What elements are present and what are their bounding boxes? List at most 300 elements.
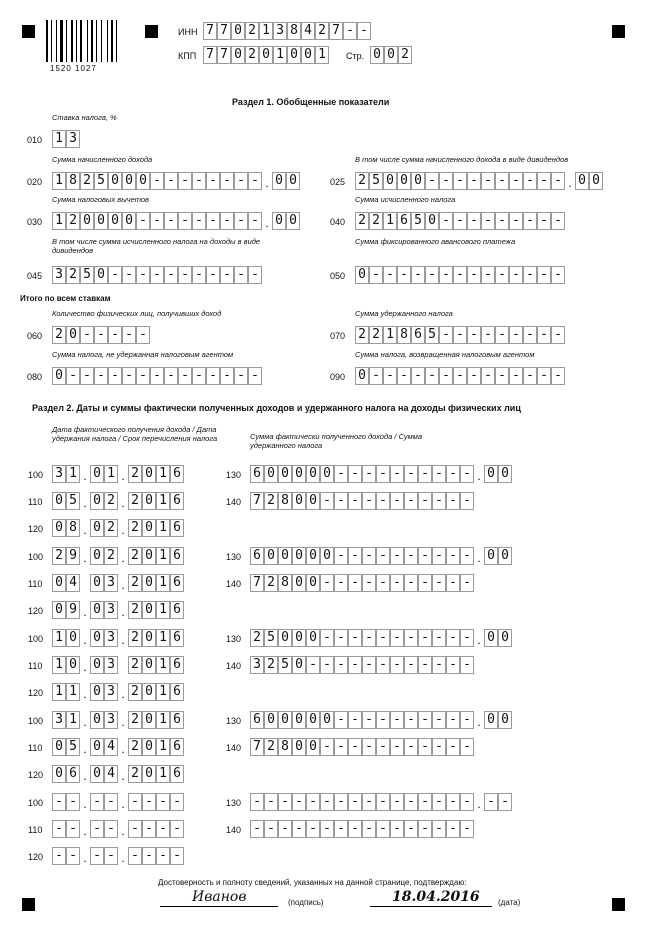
- char-box: -: [509, 212, 523, 230]
- date-separator: .: [121, 715, 125, 729]
- char-box: -: [537, 326, 551, 344]
- char-box: 0: [498, 465, 512, 483]
- date-separator: .: [83, 797, 87, 811]
- page-number-field[interactable]: [370, 46, 412, 64]
- char-box: 0: [90, 683, 104, 701]
- char-box: 0: [52, 574, 66, 592]
- char-box: -: [460, 656, 474, 674]
- corner-marker: [612, 25, 625, 38]
- char-box: -: [362, 711, 376, 729]
- char-box: -: [343, 22, 357, 40]
- char-box: -: [369, 266, 383, 284]
- char-box: 0: [142, 465, 156, 483]
- char-box: -: [66, 847, 80, 865]
- date-field-110[interactable]: [52, 820, 184, 838]
- field-060[interactable]: [52, 326, 150, 344]
- char-box: 1: [52, 683, 66, 701]
- char-box: -: [178, 172, 192, 190]
- char-box: 2: [52, 326, 66, 344]
- char-box: 0: [136, 172, 150, 190]
- field-010[interactable]: [52, 130, 80, 148]
- char-box: 2: [104, 519, 118, 537]
- char-box: -: [206, 367, 220, 385]
- char-box: -: [348, 492, 362, 510]
- char-box: 1: [52, 212, 66, 230]
- field-070[interactable]: [355, 326, 565, 344]
- char-box: 0: [498, 629, 512, 647]
- char-box: -: [509, 266, 523, 284]
- withheld-tax-field-140[interactable]: [250, 820, 474, 838]
- income-amount-field-130[interactable]: [250, 629, 512, 647]
- barcode-bar: [60, 20, 63, 62]
- date-field-110[interactable]: [52, 656, 184, 674]
- char-box: 1: [259, 22, 273, 40]
- char-box: -: [446, 656, 460, 674]
- char-box: 6: [170, 519, 184, 537]
- char-box: 0: [278, 711, 292, 729]
- corner-marker: [22, 898, 35, 911]
- char-box: -: [234, 172, 248, 190]
- char-box: 0: [66, 629, 80, 647]
- char-box: -: [551, 212, 565, 230]
- char-box: -: [292, 793, 306, 811]
- line-code-100: 100: [28, 552, 44, 562]
- date-field-120[interactable]: [52, 765, 184, 783]
- line-code-010: 010: [27, 135, 43, 145]
- barcode-bar: [80, 20, 82, 62]
- date-field-110[interactable]: [52, 574, 184, 592]
- char-box: 0: [52, 367, 66, 385]
- line-code-120: 120: [28, 524, 44, 534]
- char-box: -: [362, 547, 376, 565]
- char-box: -: [150, 212, 164, 230]
- char-box: -: [425, 266, 439, 284]
- char-box: -: [234, 367, 248, 385]
- char-box: -: [376, 574, 390, 592]
- char-box: -: [432, 574, 446, 592]
- char-box: -: [150, 266, 164, 284]
- char-box: 0: [90, 547, 104, 565]
- line-code-100: 100: [28, 634, 44, 644]
- char-box: 1: [156, 738, 170, 756]
- decimal-point: .: [265, 216, 269, 230]
- char-box: -: [66, 367, 80, 385]
- char-box: 5: [66, 738, 80, 756]
- char-box: 8: [278, 574, 292, 592]
- withheld-tax-field-140[interactable]: [250, 574, 474, 592]
- inn-field[interactable]: [203, 22, 371, 40]
- char-box: -: [128, 820, 142, 838]
- char-box: -: [453, 212, 467, 230]
- char-box: -: [66, 793, 80, 811]
- char-box: -: [453, 172, 467, 190]
- char-box: -: [481, 212, 495, 230]
- char-box: 0: [292, 629, 306, 647]
- char-box: 8: [287, 22, 301, 40]
- char-box: 1: [66, 711, 80, 729]
- signing-date[interactable]: 18.04.2016: [392, 889, 480, 905]
- char-box: -: [432, 629, 446, 647]
- char-box: -: [348, 738, 362, 756]
- char-box: 1: [156, 465, 170, 483]
- income-amount-field-130[interactable]: [250, 465, 512, 483]
- char-box: 7: [250, 574, 264, 592]
- field-020[interactable]: [52, 172, 300, 190]
- char-box: 0: [52, 738, 66, 756]
- char-box: 5: [66, 492, 80, 510]
- date-separator: [118, 656, 128, 674]
- char-box: 6: [170, 683, 184, 701]
- line-code-045: 045: [27, 271, 43, 281]
- line-code-050: 050: [330, 271, 346, 281]
- char-box: 7: [329, 22, 343, 40]
- char-box: -: [376, 793, 390, 811]
- char-box: -: [551, 326, 565, 344]
- char-box: 0: [306, 711, 320, 729]
- char-box: -: [404, 820, 418, 838]
- date-field-100[interactable]: [52, 465, 184, 483]
- char-box: -: [537, 212, 551, 230]
- char-box: -: [128, 847, 142, 865]
- char-box: 0: [306, 547, 320, 565]
- income-amount-field-130[interactable]: [250, 711, 512, 729]
- char-box: -: [142, 820, 156, 838]
- char-box: -: [509, 326, 523, 344]
- char-box: -: [460, 793, 474, 811]
- char-box: 5: [425, 326, 439, 344]
- char-box: -: [192, 367, 206, 385]
- char-box: -: [404, 465, 418, 483]
- char-box: 0: [306, 629, 320, 647]
- char-box: -: [432, 820, 446, 838]
- line-code-110: 110: [28, 743, 43, 753]
- char-box: 0: [231, 46, 245, 64]
- char-box: 2: [128, 656, 142, 674]
- date-separator: .: [121, 769, 125, 783]
- char-box: -: [320, 492, 334, 510]
- char-box: -: [234, 266, 248, 284]
- char-box: -: [376, 656, 390, 674]
- char-box: 1: [52, 130, 66, 148]
- char-box: -: [104, 847, 118, 865]
- char-box: 4: [104, 738, 118, 756]
- withheld-tax-field-140[interactable]: [250, 738, 474, 756]
- signature-caption: (подпись): [288, 898, 324, 907]
- char-box: 2: [250, 629, 264, 647]
- char-box: -: [170, 793, 184, 811]
- char-box: -: [418, 820, 432, 838]
- char-box: 2: [245, 46, 259, 64]
- kpp-field[interactable]: [203, 46, 329, 64]
- barcode-bar: [56, 20, 57, 62]
- char-box: -: [432, 465, 446, 483]
- char-box: 2: [80, 172, 94, 190]
- char-box: -: [292, 820, 306, 838]
- field-045[interactable]: [52, 266, 262, 284]
- date-field-120[interactable]: [52, 683, 184, 701]
- date-field-120[interactable]: [52, 519, 184, 537]
- corner-marker: [145, 25, 158, 38]
- income-amount-field-130[interactable]: [250, 793, 512, 811]
- char-box: -: [320, 656, 334, 674]
- char-box: 2: [128, 738, 142, 756]
- date-field-100[interactable]: [52, 629, 184, 647]
- char-box: 0: [292, 656, 306, 674]
- char-box: 0: [90, 629, 104, 647]
- char-box: -: [178, 367, 192, 385]
- char-box: 1: [315, 46, 329, 64]
- char-box: 2: [128, 711, 142, 729]
- section2-sum-column-label: Сумма фактически полученного дохода / Сумма удержанного налога: [250, 432, 423, 450]
- withheld-tax-field-140[interactable]: [250, 656, 474, 674]
- char-box: -: [348, 820, 362, 838]
- char-box: 6: [66, 765, 80, 783]
- char-box: 0: [90, 574, 104, 592]
- char-box: -: [90, 820, 104, 838]
- char-box: -: [425, 367, 439, 385]
- char-box: -: [334, 820, 348, 838]
- char-box: -: [481, 326, 495, 344]
- line-code-130: 130: [226, 552, 242, 562]
- field-025[interactable]: [355, 172, 603, 190]
- field-label-030: Сумма налоговых вычетов: [52, 195, 149, 204]
- char-box: 0: [90, 738, 104, 756]
- char-box: 0: [355, 367, 369, 385]
- char-box: 0: [94, 266, 108, 284]
- char-box: -: [446, 820, 460, 838]
- char-box: -: [390, 492, 404, 510]
- date-separator: .: [83, 496, 87, 510]
- char-box: -: [467, 212, 481, 230]
- signature[interactable]: Иванов: [192, 889, 247, 905]
- field-030[interactable]: [52, 212, 300, 230]
- char-box: -: [348, 574, 362, 592]
- char-box: -: [460, 574, 474, 592]
- line-code-070: 070: [330, 331, 346, 341]
- char-box: 2: [66, 212, 80, 230]
- char-box: -: [334, 793, 348, 811]
- field-040[interactable]: [355, 212, 565, 230]
- char-box: -: [390, 738, 404, 756]
- char-box: -: [80, 367, 94, 385]
- char-box: 2: [315, 22, 329, 40]
- char-box: -: [220, 266, 234, 284]
- char-box: -: [523, 326, 537, 344]
- char-box: 4: [104, 765, 118, 783]
- income-amount-field-130[interactable]: [250, 547, 512, 565]
- char-box: 3: [52, 266, 66, 284]
- char-box: -: [498, 793, 512, 811]
- field-090[interactable]: [355, 367, 565, 385]
- char-box: 5: [278, 656, 292, 674]
- char-box: -: [206, 212, 220, 230]
- char-box: -: [128, 793, 142, 811]
- field-label-070: Сумма удержанного налога: [355, 309, 453, 318]
- char-box: -: [220, 367, 234, 385]
- char-box: -: [418, 711, 432, 729]
- date-field-120[interactable]: [52, 601, 184, 619]
- char-box: -: [248, 172, 262, 190]
- field-label-025: В том числе сумма начисленного дохода в виде дивидендов: [355, 155, 569, 164]
- char-box: -: [481, 172, 495, 190]
- char-box: 6: [170, 547, 184, 565]
- char-box: -: [136, 367, 150, 385]
- char-box: -: [446, 465, 460, 483]
- char-box: 7: [203, 22, 217, 40]
- char-box: 0: [484, 629, 498, 647]
- date-separator: .: [83, 715, 87, 729]
- char-box: -: [220, 172, 234, 190]
- char-box: 0: [122, 172, 136, 190]
- char-box: 0: [108, 172, 122, 190]
- char-box: 0: [425, 212, 439, 230]
- char-box: 1: [383, 326, 397, 344]
- barcode-bar: [46, 20, 48, 62]
- char-box: 3: [250, 656, 264, 674]
- date-separator: .: [121, 523, 125, 537]
- char-box: -: [418, 656, 432, 674]
- date-field-100[interactable]: [52, 793, 184, 811]
- char-box: -: [170, 847, 184, 865]
- char-box: 6: [250, 547, 264, 565]
- date-field-120[interactable]: [52, 847, 184, 865]
- char-box: 0: [411, 172, 425, 190]
- field-050[interactable]: [355, 266, 565, 284]
- char-box: -: [334, 574, 348, 592]
- char-box: -: [446, 793, 460, 811]
- char-box: -: [484, 793, 498, 811]
- char-box: 0: [52, 519, 66, 537]
- page-label: Стр.: [346, 51, 365, 61]
- decimal-point: .: [477, 715, 481, 729]
- char-box: 2: [128, 547, 142, 565]
- date-field-110[interactable]: [52, 492, 184, 510]
- char-box: -: [404, 738, 418, 756]
- char-box: -: [411, 367, 425, 385]
- char-box: 2: [128, 601, 142, 619]
- char-box: 1: [156, 574, 170, 592]
- char-box: 5: [80, 266, 94, 284]
- line-code-060: 060: [27, 331, 43, 341]
- date-field-110[interactable]: [52, 738, 184, 756]
- char-box: -: [348, 547, 362, 565]
- char-box: -: [411, 266, 425, 284]
- char-box: 0: [90, 601, 104, 619]
- char-box: 6: [170, 601, 184, 619]
- char-box: 0: [264, 547, 278, 565]
- char-box: 1: [66, 683, 80, 701]
- char-box: -: [418, 793, 432, 811]
- char-box: -: [404, 574, 418, 592]
- char-box: 3: [52, 465, 66, 483]
- char-box: -: [383, 367, 397, 385]
- date-separator: .: [83, 769, 87, 783]
- char-box: 1: [52, 172, 66, 190]
- char-box: -: [467, 367, 481, 385]
- char-box: 0: [90, 465, 104, 483]
- char-box: -: [460, 492, 474, 510]
- field-080[interactable]: [52, 367, 262, 385]
- char-box: -: [348, 656, 362, 674]
- char-box: 2: [128, 683, 142, 701]
- char-box: 7: [217, 46, 231, 64]
- decimal-point: .: [477, 797, 481, 811]
- char-box: 0: [94, 212, 108, 230]
- char-box: 0: [52, 601, 66, 619]
- char-box: 1: [52, 656, 66, 674]
- line-code-100: 100: [28, 470, 44, 480]
- char-box: 6: [170, 765, 184, 783]
- date-separator: .: [83, 469, 87, 483]
- char-box: -: [122, 367, 136, 385]
- char-box: -: [90, 793, 104, 811]
- char-box: 0: [286, 212, 300, 230]
- char-box: -: [334, 738, 348, 756]
- char-box: 1: [156, 711, 170, 729]
- char-box: 2: [355, 212, 369, 230]
- char-box: 0: [292, 465, 306, 483]
- char-box: -: [362, 629, 376, 647]
- section1-subheading: Итого по всем ставкам: [20, 294, 111, 303]
- char-box: 6: [250, 465, 264, 483]
- barcode-bar: [116, 20, 117, 62]
- char-box: -: [404, 492, 418, 510]
- char-box: 9: [66, 547, 80, 565]
- date-field-100[interactable]: [52, 711, 184, 729]
- char-box: -: [397, 367, 411, 385]
- withheld-tax-field-140[interactable]: [250, 492, 474, 510]
- char-box: -: [467, 172, 481, 190]
- char-box: 2: [245, 22, 259, 40]
- char-box: -: [178, 212, 192, 230]
- barcode-bar: [101, 20, 102, 62]
- char-box: 0: [320, 547, 334, 565]
- char-box: -: [156, 820, 170, 838]
- char-box: -: [248, 266, 262, 284]
- kpp-label: КПП: [178, 51, 197, 61]
- char-box: -: [142, 793, 156, 811]
- char-box: 0: [264, 465, 278, 483]
- char-box: -: [432, 547, 446, 565]
- char-box: 2: [369, 212, 383, 230]
- date-field-100[interactable]: [52, 547, 184, 565]
- field-label-050: Сумма фиксированного авансового платежа: [355, 237, 516, 246]
- char-box: -: [320, 793, 334, 811]
- char-box: -: [306, 793, 320, 811]
- date-separator: .: [121, 496, 125, 510]
- char-box: 0: [90, 765, 104, 783]
- char-box: 0: [306, 574, 320, 592]
- char-box: -: [418, 574, 432, 592]
- char-box: -: [460, 629, 474, 647]
- char-box: -: [460, 711, 474, 729]
- char-box: -: [439, 266, 453, 284]
- char-box: -: [52, 847, 66, 865]
- char-box: -: [446, 711, 460, 729]
- char-box: 0: [66, 656, 80, 674]
- date-separator: .: [83, 551, 87, 565]
- date-caption: (дата): [498, 898, 521, 907]
- char-box: 1: [156, 629, 170, 647]
- char-box: -: [52, 820, 66, 838]
- barcode-bar: [91, 20, 93, 62]
- inn-label: ИНН: [178, 27, 198, 37]
- char-box: -: [52, 793, 66, 811]
- char-box: -: [369, 367, 383, 385]
- char-box: -: [537, 367, 551, 385]
- char-box: -: [418, 465, 432, 483]
- char-box: -: [390, 820, 404, 838]
